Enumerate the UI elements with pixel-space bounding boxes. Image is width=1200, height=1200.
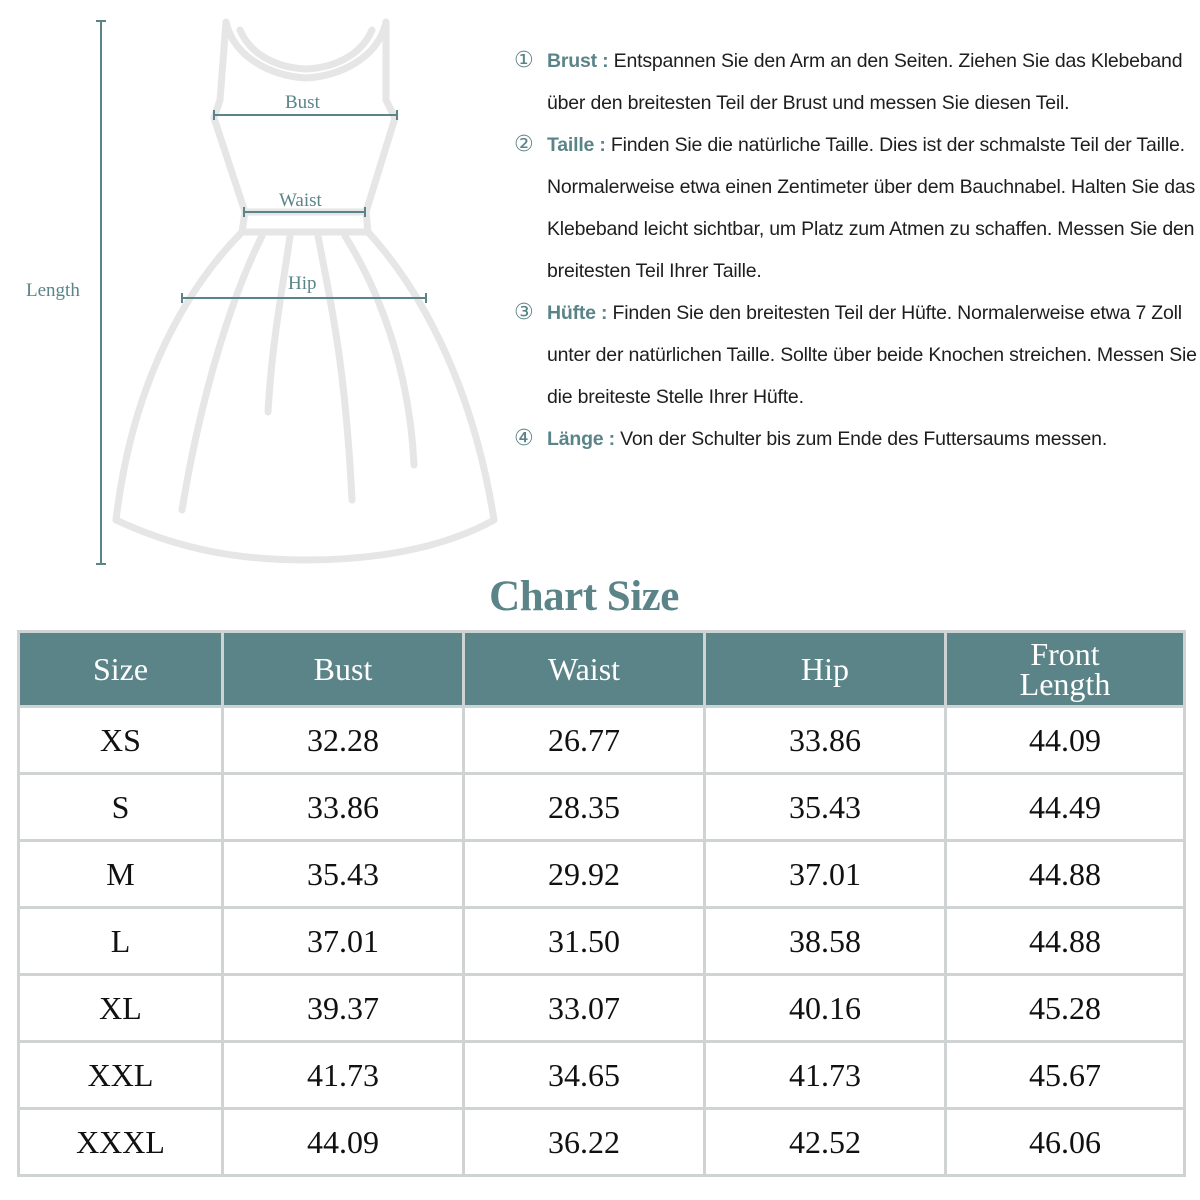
instruction-term: Taille : bbox=[547, 134, 606, 156]
instruction-hip bbox=[514, 292, 1198, 418]
instruction-term: Hüfte : bbox=[547, 302, 608, 324]
size-cell: L bbox=[19, 908, 223, 975]
bust-cell: 33.86 bbox=[223, 774, 464, 841]
waist-cell: 26.77 bbox=[464, 707, 705, 774]
front-length-cell: 44.88 bbox=[946, 908, 1185, 975]
size-cell: XL bbox=[19, 975, 223, 1042]
bust-cell: 44.09 bbox=[223, 1109, 464, 1176]
table-row bbox=[19, 841, 1185, 908]
bust-label: Bust bbox=[285, 92, 320, 113]
chart-title: Chart Size bbox=[489, 573, 679, 620]
table-row bbox=[19, 707, 1185, 774]
bust-cell: 35.43 bbox=[223, 841, 464, 908]
waist-cell: 33.07 bbox=[464, 975, 705, 1042]
size-cell: M bbox=[19, 841, 223, 908]
dress-measurement-diagram bbox=[0, 0, 500, 580]
front-length-cell: 44.49 bbox=[946, 774, 1185, 841]
hip-cell: 40.16 bbox=[705, 975, 946, 1042]
waist-cell: 36.22 bbox=[464, 1109, 705, 1176]
table-row bbox=[19, 908, 1185, 975]
table-row bbox=[19, 774, 1185, 841]
instruction-text: Von der Schulter bis zum Ende des Futtersaums messen. bbox=[614, 428, 1108, 450]
header-waist: Waist bbox=[464, 632, 705, 707]
front-length-cell: 46.06 bbox=[946, 1109, 1185, 1176]
step-number: ③ bbox=[514, 300, 534, 325]
front-length-cell: 45.67 bbox=[946, 1042, 1185, 1109]
instruction-text: Finden Sie die natürliche Taille. Dies ist der schmalste Teil der Taille. Normalerweise etwa einen Zentimeter über dem Bauchnabel. Halten Sie das Klebeband leicht sichtbar, um Platz zum Atmen zu schaffen. Messen Sie den breitesten Teil Ihrer Taille. bbox=[547, 134, 1196, 282]
instruction-bust bbox=[514, 40, 1198, 124]
hip-cell: 35.43 bbox=[705, 774, 946, 841]
instruction-length bbox=[514, 418, 1198, 460]
waist-cell: 31.50 bbox=[464, 908, 705, 975]
bust-cell: 41.73 bbox=[223, 1042, 464, 1109]
bust-cell: 37.01 bbox=[223, 908, 464, 975]
waist-cell: 29.92 bbox=[464, 841, 705, 908]
hip-cell: 42.52 bbox=[705, 1109, 946, 1176]
front-length-cell: 44.09 bbox=[946, 707, 1185, 774]
step-number: ④ bbox=[514, 426, 534, 451]
bust-cell: 32.28 bbox=[223, 707, 464, 774]
table-row bbox=[19, 1109, 1185, 1176]
table-row bbox=[19, 975, 1185, 1042]
instruction-waist bbox=[514, 124, 1198, 292]
table-row bbox=[19, 1042, 1185, 1109]
bust-cell: 39.37 bbox=[223, 975, 464, 1042]
size-cell: XS bbox=[19, 707, 223, 774]
hip-cell: 41.73 bbox=[705, 1042, 946, 1109]
step-number: ② bbox=[514, 132, 534, 157]
header-front-length: Front Length bbox=[946, 632, 1185, 707]
size-table bbox=[17, 630, 1186, 1177]
length-label: Length bbox=[26, 280, 80, 301]
hip-cell: 37.01 bbox=[705, 841, 946, 908]
header-size: Size bbox=[19, 632, 223, 707]
measurement-instructions bbox=[514, 40, 1198, 460]
hip-cell: 38.58 bbox=[705, 908, 946, 975]
waist-cell: 28.35 bbox=[464, 774, 705, 841]
hip-label: Hip bbox=[288, 273, 317, 294]
size-cell: S bbox=[19, 774, 223, 841]
step-number: ① bbox=[514, 48, 534, 73]
size-cell: XXL bbox=[19, 1042, 223, 1109]
waist-cell: 34.65 bbox=[464, 1042, 705, 1109]
hip-cell: 33.86 bbox=[705, 707, 946, 774]
front-length-cell: 45.28 bbox=[946, 975, 1185, 1042]
header-bust: Bust bbox=[223, 632, 464, 707]
front-length-cell: 44.88 bbox=[946, 841, 1185, 908]
instruction-text: Finden Sie den breitesten Teil der Hüfte. Normalerweise etwa 7 Zoll unter der natürlichen Taille. Sollte über beide Knochen streichen. Messen Sie die breiteste Stelle Ihrer Hüfte. bbox=[547, 302, 1197, 408]
instruction-term: Länge : bbox=[547, 428, 615, 450]
instruction-term: Brust : bbox=[547, 50, 609, 72]
table-header-row bbox=[19, 632, 1185, 707]
instruction-text: Entspannen Sie den Arm an den Seiten. Ziehen Sie das Klebeband über den breitesten Teil der Brust und messen Sie diesen Teil. bbox=[547, 50, 1183, 114]
header-hip: Hip bbox=[705, 632, 946, 707]
size-cell: XXXL bbox=[19, 1109, 223, 1176]
waist-label: Waist bbox=[279, 190, 322, 211]
